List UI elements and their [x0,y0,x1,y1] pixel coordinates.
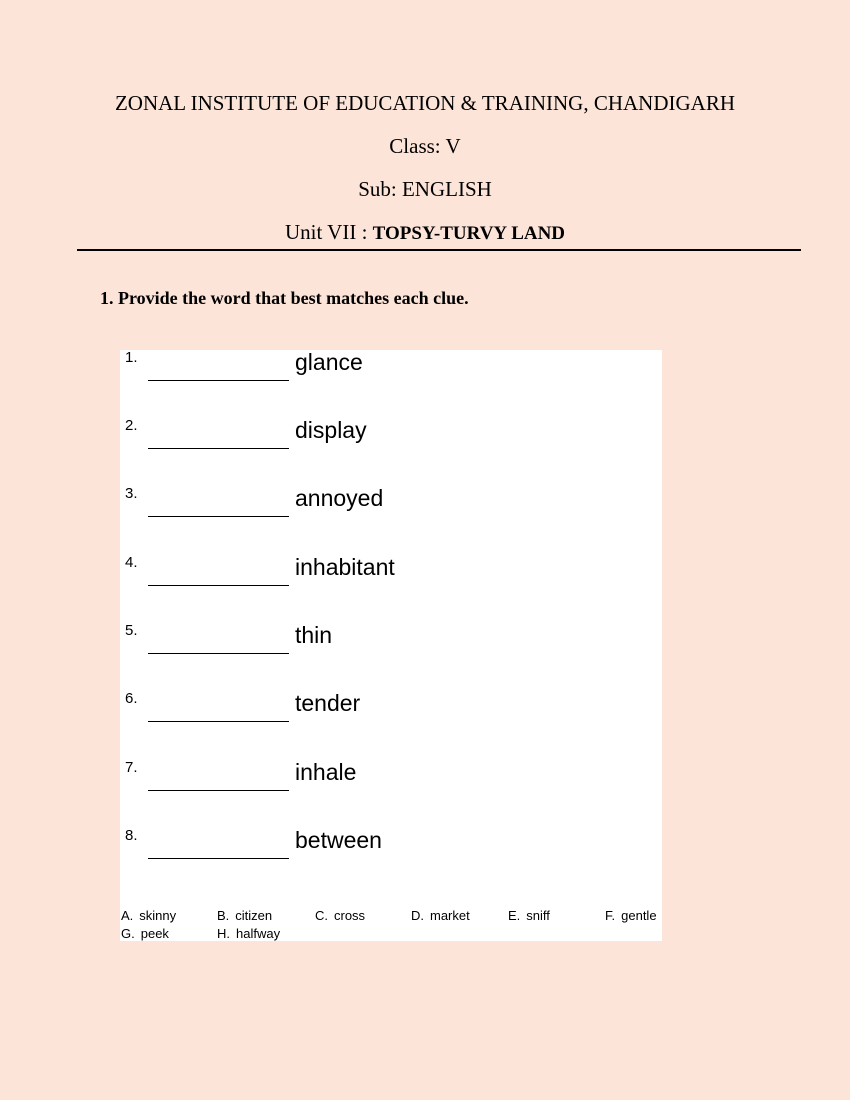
subject-line: Sub: ENGLISH [358,177,492,201]
clue-word: inhale [295,759,357,785]
clue-row [120,486,662,526]
clue-number: 3. [125,485,138,502]
clue-row [120,418,662,458]
word-bank-letter: E. [508,908,521,923]
word-bank-item [605,908,657,923]
unit-prefix: Unit VII : [284,220,373,244]
clue-number: 8. [125,827,138,844]
word-bank-word: sniff [526,908,550,923]
class-line: Class: V [389,134,461,158]
answer-blank[interactable] [148,858,289,859]
clue-word: glance [295,349,363,375]
word-bank-letter: H. [217,926,230,941]
clue-number: 7. [125,759,138,776]
clue-row [120,760,662,800]
answer-blank[interactable] [148,380,289,381]
header-divider [77,249,801,251]
clue-word: inhabitant [295,554,395,580]
clue-row [120,623,662,663]
institute-title: ZONAL INSTITUTE OF EDUCATION & TRAINING, CHANDIGARH [114,91,736,115]
word-bank-letter: B. [217,908,230,923]
word-bank-item [315,908,365,923]
clue-number: 6. [125,690,138,707]
unit-line [0,220,850,246]
word-bank-word: cross [334,908,366,923]
word-bank-item [121,908,176,923]
clue-number: 4. [125,554,138,571]
clue-word: annoyed [295,485,384,511]
word-bank-word: market [430,908,470,923]
word-bank-letter: D. [411,908,424,923]
word-bank-letter: G. [121,926,135,941]
answer-blank[interactable] [148,653,289,654]
clue-word: thin [295,622,333,648]
clue-row [120,555,662,595]
word-bank-letter: A. [121,908,134,923]
answer-blank[interactable] [148,721,289,722]
word-bank-word: gentle [621,908,657,923]
word-bank-letter: F. [605,908,616,923]
answer-blank[interactable] [148,790,289,791]
word-bank-letter: C. [315,908,328,923]
answer-blank[interactable] [148,516,289,517]
clue-number: 5. [125,622,138,639]
word-bank-item [411,908,470,923]
word-bank-item [217,908,272,923]
question-heading: 1. Provide the word that best matches each clue. [100,288,469,308]
word-bank-word: halfway [236,926,281,941]
word-bank-word: skinny [139,908,177,923]
worksheet-panel [120,350,662,941]
answer-blank[interactable] [148,448,289,449]
word-bank-item [217,926,280,941]
clue-number: 1. [125,349,138,366]
word-bank-item [121,926,169,941]
clue-word: display [295,417,367,443]
word-bank-word: citizen [235,908,273,923]
answer-blank[interactable] [148,585,289,586]
clue-row [120,691,662,731]
clue-number: 2. [125,417,138,434]
word-bank-word: peek [140,926,169,941]
clue-row [120,828,662,868]
unit-title: TOPSY-TURVY LAND [372,223,566,244]
clue-row [120,350,662,390]
clue-word: tender [295,690,361,716]
clue-word: between [295,827,382,853]
word-bank-item [508,908,550,923]
